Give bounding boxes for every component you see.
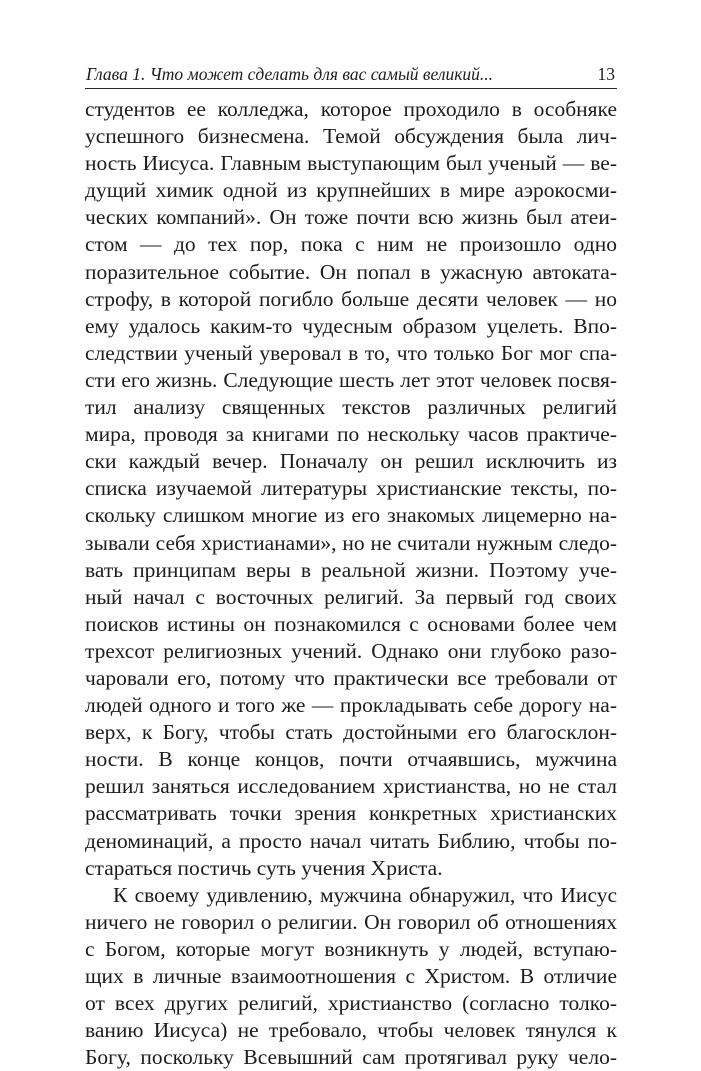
text-line: людей одного и того же — прокладывать себе дорогу на-	[85, 693, 617, 718]
text-line: тил анализу священных текстов различных религий	[85, 395, 617, 420]
text-line: поразительное событие. Он попал в ужасную автоката-	[85, 259, 617, 284]
running-header	[85, 62, 617, 89]
text-line: ему удалось каким-то чудесным образом уцелеть. Впо-	[85, 313, 617, 338]
paragraph	[85, 882, 617, 1071]
text-line: сти его жизнь. Следующие шесть лет этот человек посвя-	[85, 367, 617, 392]
text-line: дущий химик одной из крупнейших в мире аэрокосми-	[85, 178, 617, 203]
text-line: трехсот религиозных учений. Однако они глубоко разо-	[85, 638, 617, 663]
text-line: студентов ее колледжа, которое проходило в особняке	[85, 97, 617, 121]
text-line: ность Иисуса. Главным выступающим был ученый — ве-	[85, 151, 617, 176]
text-line: вать принципам веры в реальной жизни. Поэтому уче-	[85, 557, 617, 582]
paragraph	[85, 96, 617, 882]
text-line: зывали себя христианами», но не считали нужным следо-	[85, 530, 617, 555]
text-line: ческих компаний». Он тоже почти всю жизнь был атеи-	[85, 205, 617, 230]
text-line: Богу, поскольку Всевышний сам протягивал руку чело-	[85, 1045, 617, 1070]
text-line: поисков истины он познакомился с основами более чем	[85, 611, 617, 636]
text-line: ничего не говорил о религии. Он говорил об отношениях	[85, 909, 617, 934]
text-line: чаровали его, потому что практически все требовали от	[85, 665, 617, 690]
text-line: успешного бизнесмена. Темой обсуждения была лич-	[85, 124, 617, 149]
text-line: ванию Иисуса) не требовало, чтобы человек тянулся к	[85, 1018, 617, 1043]
text-line: К своему удивлению, мужчина обнаружил, что Иисус	[113, 882, 617, 907]
body-text	[85, 96, 617, 1071]
text-line: списка изучаемой литературы христианские тексты, по-	[85, 476, 617, 501]
text-line: с Богом, которые могут возникнуть у людей, вступаю-	[85, 936, 617, 961]
text-line: стом — до тех пор, пока с ним не произошло одно	[85, 232, 617, 257]
text-line: ности. В конце концов, почти отчаявшись, мужчина	[85, 747, 617, 772]
text-line: ски каждый вечер. Поначалу он решил исключить из	[85, 449, 617, 474]
text-line: решил заняться исследованием христианства, но не стал	[85, 774, 617, 799]
text-line: скольку слишком многие из его знакомых лицемерно на-	[85, 503, 617, 528]
text-line: от всех других религий, христианство (согласно толко-	[85, 991, 617, 1016]
text-line: следствии ученый уверовал в то, что только Бог мог спа-	[85, 340, 617, 365]
text-line: щих в личные взаимоотношения с Христом. В отличие	[85, 964, 617, 988]
text-line: рассматривать точки зрения конкретных христианских	[85, 801, 617, 826]
text-line: ный начал с восточных религий. За первый год своих	[85, 584, 617, 609]
text-line: верх, к Богу, чтобы стать достойными его благосклон-	[85, 720, 617, 745]
text-line: деноминаций, а просто начал читать Библию, чтобы по-	[85, 828, 617, 853]
page-number: 13	[597, 64, 615, 84]
text-line: мира, проводя за книгами по нескольку часов практиче-	[85, 422, 617, 447]
text-line: стараться постичь суть учения Христа.	[85, 855, 443, 880]
chapter-title: Глава 1. Что может сделать для вас самый великий...	[86, 64, 494, 84]
text-line: строфу, в которой погибло больше десяти человек — но	[85, 286, 617, 311]
